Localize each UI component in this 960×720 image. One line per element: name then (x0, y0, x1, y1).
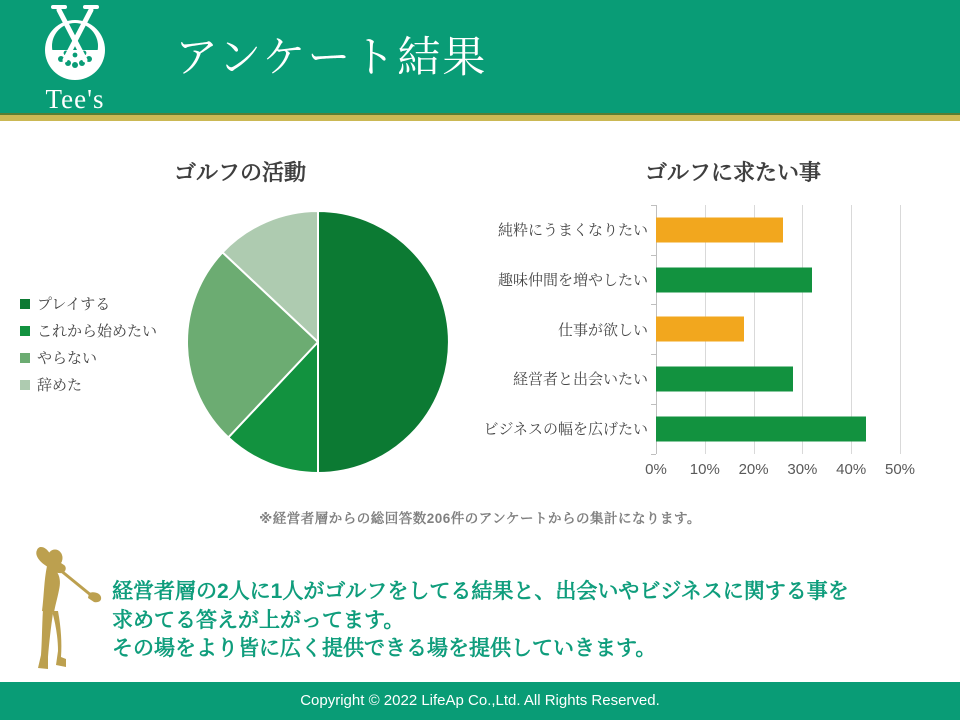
legend-label: 辞めた (37, 377, 83, 394)
bar-track (656, 354, 900, 404)
legend-swatch (20, 353, 30, 363)
copyright-text: Copyright © 2022 LifeAp Co.,Ltd. All Rights Reserved. (300, 692, 660, 709)
bar-row (460, 354, 910, 404)
pie-slice-0 (318, 211, 449, 473)
axis-tick (651, 454, 656, 455)
header-gold-rule (0, 113, 960, 121)
bar-track (656, 255, 900, 305)
bar-row (460, 205, 910, 255)
bar (656, 267, 812, 292)
golf-ball-tees-icon (38, 4, 112, 82)
bar-row (460, 304, 910, 354)
bar (656, 317, 744, 342)
bar (656, 217, 783, 242)
x-axis-tick-label: 40% (836, 461, 867, 478)
bar-chart-title: ゴルフに求たい事 (644, 160, 821, 185)
bar-track (656, 304, 900, 354)
bar-category-label: ビジネスの幅を広げたい (483, 421, 648, 439)
pie-chart (183, 207, 453, 477)
x-axis-tick-label: 50% (884, 461, 916, 478)
x-axis-tick-label: 30% (787, 461, 818, 478)
legend-swatch (20, 326, 30, 336)
bar-track (656, 205, 900, 255)
legend-item (20, 290, 157, 317)
logo (25, 4, 125, 115)
bar-row (460, 404, 910, 454)
pie-chart-title: ゴルフの活動 (173, 160, 306, 185)
bar-chart (460, 205, 916, 490)
bar-chart-rows (460, 205, 910, 453)
pie-legend (20, 290, 157, 398)
footer-bar (0, 682, 960, 720)
summary-text (112, 578, 849, 664)
legend-item (20, 317, 157, 344)
bar-category-label: 仕事が欲しい (557, 321, 648, 339)
legend-label: これから始めたい (37, 323, 158, 340)
legend-item (20, 371, 157, 398)
summary-line: 求めてる答えが上がってます。 (112, 608, 405, 632)
summary-line: その場をより皆に広く提供できる場を提供していきます。 (112, 637, 657, 660)
x-axis-tick-label: 20% (738, 461, 769, 478)
bar-category-label: 経営者と出会いたい (512, 371, 648, 389)
summary-line: 経営者層の2人に1人がゴルフをしてる結果と、出会いやビジネスに関する事を (112, 580, 849, 603)
x-axis-tick-label: 0% (645, 461, 667, 478)
bar-category-label: 純粋にうまくなりたい (497, 222, 648, 240)
bar (656, 416, 866, 441)
legend-label: プレイする (37, 296, 111, 313)
legend-swatch (20, 380, 30, 390)
bar-row (460, 255, 910, 305)
golfer-silhouette-icon (14, 546, 110, 678)
x-axis-tick-label: 10% (689, 461, 720, 478)
page-title: アンケート結果 (175, 34, 488, 82)
legend-swatch (20, 299, 30, 309)
x-axis (645, 461, 916, 481)
logo-text: Tee's (45, 84, 105, 114)
bar-category-label: 趣味仲間を増やしたい (497, 272, 648, 290)
legend-item (20, 344, 157, 371)
legend-label: やらない (37, 350, 98, 367)
bar (656, 366, 793, 391)
survey-note: ※経営者層からの総回答数206件のアンケートからの集計になります。 (259, 511, 701, 526)
bar-track (656, 404, 900, 454)
